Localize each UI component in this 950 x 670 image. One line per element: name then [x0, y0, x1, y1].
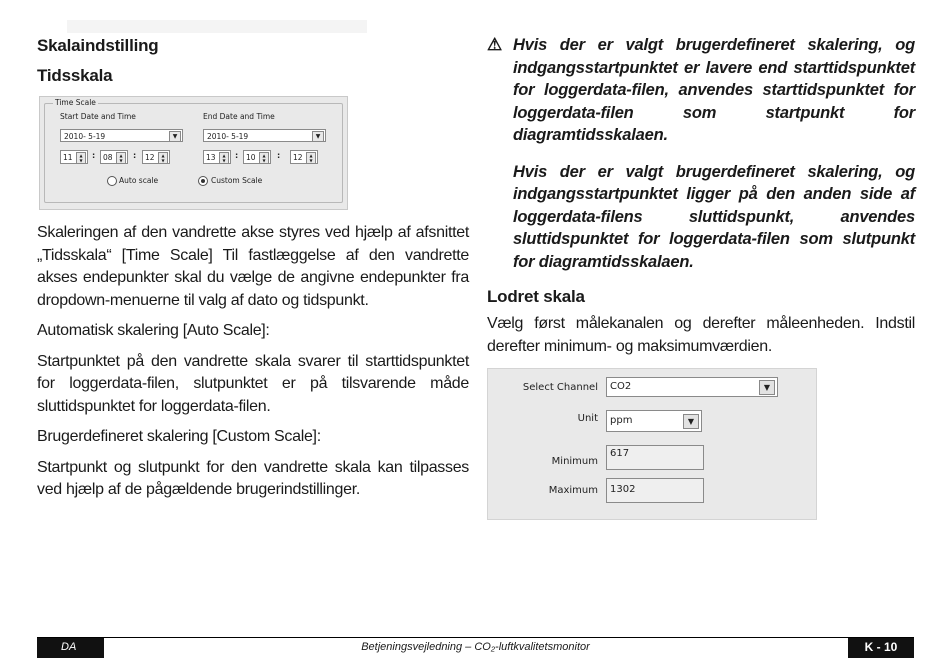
start-hour-spinner[interactable]	[60, 150, 88, 164]
chevron-down-icon[interactable]: ▼	[169, 131, 181, 142]
time-scale-group	[44, 98, 343, 203]
maximum-label: Maximum	[548, 485, 598, 496]
paragraph: Startpunkt og slutpunkt for den vandrette skala kan tilpasses ved hjælp af de pågældende brugerindstillinger.	[37, 458, 469, 498]
warning-text: Hvis der er valgt brugerdefineret skalering, og indgangsstartpunktet ligger på den anden side af loggerdata-filens sluttidspunkt, anvendes sluttidspunktet for loggerdata-filen som slutpunkt for diagramtidsskalaen.	[513, 162, 915, 271]
end-minute-value: 10	[246, 153, 256, 162]
custom-scale-radio[interactable]	[198, 176, 208, 186]
end-date-value: 2010- 5-19	[207, 132, 249, 141]
page-footer	[37, 637, 914, 658]
unit-value: ppm	[610, 415, 633, 426]
paragraph: Automatisk skalering [Auto Scale]:	[37, 322, 270, 339]
unit-select[interactable]	[606, 410, 702, 432]
end-second-value: 12	[293, 153, 303, 162]
chevron-down-icon[interactable]: ▼	[312, 131, 324, 142]
channel-value: CO2	[610, 381, 632, 392]
start-minute-value: 08	[103, 153, 113, 162]
warning-text: Hvis der er valgt brugerdefineret skalering, og indgangsstartpunktet er lavere end starttidspunktet for loggerdata-filen, anvendes starttidspunktet for loggerdata-filen som startpunkt for diagramtidsskalaen.	[513, 36, 915, 144]
warning-icon: ⚠	[487, 35, 503, 54]
spinner-arrows-icon[interactable]: ▲ ▼	[158, 152, 168, 164]
minimum-label: Minimum	[551, 456, 598, 467]
custom-scale-label: Custom Scale	[211, 176, 263, 185]
chevron-down-icon[interactable]: ▼	[683, 414, 699, 429]
spinner-arrows-icon[interactable]: ▲ ▼	[116, 152, 126, 164]
start-minute-spinner[interactable]	[100, 150, 128, 164]
end-date-label: End Date and Time	[203, 112, 275, 121]
spinner-arrows-icon[interactable]: ▲ ▼	[76, 152, 86, 164]
auto-scale-radio[interactable]	[107, 176, 117, 186]
maximum-field[interactable]	[606, 478, 704, 503]
maximum-value: 1302	[610, 484, 636, 495]
auto-scale-label: Auto scale	[119, 176, 159, 185]
minimum-value: 617	[610, 448, 630, 459]
end-hour-spinner[interactable]	[203, 150, 231, 164]
paragraph: Startpunktet på den vandrette skala svarer til starttidspunktet for loggerdata-filen, slutpunktet er på tilsvarende måde sluttidspunktet for loggerdata-filen.	[37, 352, 469, 415]
minimum-field[interactable]	[606, 445, 704, 470]
start-date-value: 2010- 5-19	[64, 132, 106, 141]
spinner-arrows-icon[interactable]: ▲ ▼	[219, 152, 229, 164]
end-hour-value: 13	[206, 153, 216, 162]
time-separator: :	[133, 151, 137, 160]
time-scale-panel	[39, 96, 348, 210]
start-hour-value: 11	[63, 153, 73, 162]
end-minute-spinner[interactable]	[243, 150, 271, 164]
start-second-value: 12	[145, 153, 155, 162]
chevron-down-icon[interactable]: ▼	[759, 380, 775, 395]
end-date-select[interactable]	[203, 129, 326, 142]
time-separator: :	[92, 151, 96, 160]
footer-shade	[67, 20, 367, 33]
start-date-label: Start Date and Time	[60, 112, 136, 121]
right-column	[487, 34, 915, 520]
section-heading: Lodret skala	[487, 287, 585, 306]
subsection-heading: Tidsskala	[37, 66, 113, 85]
start-date-select[interactable]	[60, 129, 183, 142]
vertical-scale-panel	[487, 368, 817, 520]
paragraph: Skaleringen af den vandrette akse styres ved hjælp af afsnittet „Tidsskala“ [Time Scale] Til fastlæggelse af den vandrette akses endepunkter skal du vælge de angivne endepunkter fra dropdown-menuerne til valg af dato og tidspunkt.	[37, 224, 469, 309]
language-tab: DA	[37, 638, 104, 658]
warning-block	[487, 34, 915, 273]
spinner-arrows-icon[interactable]: ▲ ▼	[259, 152, 269, 164]
footer-title: Betjeningsvejledning – CO₂-luftkvalitetsmonitor	[361, 641, 590, 653]
page-number: K - 10	[848, 638, 914, 658]
unit-label: Unit	[577, 413, 598, 424]
time-separator: :	[235, 151, 239, 160]
end-second-spinner[interactable]	[290, 150, 318, 164]
section-heading: Skalaindstilling	[37, 36, 159, 55]
paragraph: Brugerdefineret skalering [Custom Scale]:	[37, 428, 321, 445]
time-scale-legend: Time Scale	[55, 98, 96, 107]
time-separator: :	[277, 151, 281, 160]
paragraph: Vælg først målekanalen og derefter måleenheden. Indstil derefter minimum- og maksimumværdien.	[487, 315, 915, 355]
left-column	[37, 34, 469, 510]
channel-select[interactable]	[606, 377, 778, 397]
start-second-spinner[interactable]	[142, 150, 170, 164]
spinner-arrows-icon[interactable]: ▲ ▼	[306, 152, 316, 164]
channel-label: Select Channel	[522, 382, 598, 393]
